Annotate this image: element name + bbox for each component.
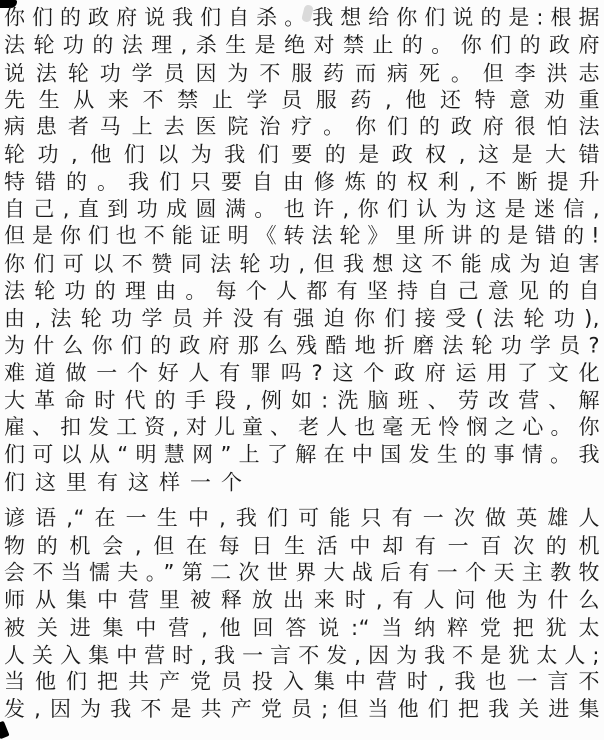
text-line: 物的机会,但在每日生活中却有一百次的机 [4,533,600,558]
text-line: 法轮功的理由。每个人都有坚持自己意见的自 [4,278,600,303]
text-line: 大革命时代的手段,例如:洗脑班、劳改营、解 [4,388,600,413]
text-line: 由,法轮功学员并没有强迫你们接受(法轮功), [4,306,600,331]
text-line: 人关入集中营时,我一言不发,因为我不是犹太人; [4,643,600,668]
text-line: 当他们把共产党员投入集中营时,我也一言不 [4,669,600,694]
text-line: 发,因为我不是共产党员;但当他们把我关进集 [4,697,600,722]
text-line: 但是你们也不能证明《转法轮》里所讲的是错的! [4,223,600,248]
text-line: 先生从来不禁止学员服药,他还特意劝重 [4,87,600,112]
text-line: 被关进集中营,他回答说:“当纳粹党把犹太 [4,615,600,640]
text-line: 难道做一个好人有罪吗?这个政府运用了文化 [4,360,600,385]
text-line: 说法轮功学员因为不服药而病死。但李洪志 [4,61,600,86]
text-line: 特错的。我们只要自由修炼的权利,不断提升 [4,169,600,194]
text-line: 轮功,他们以为我们要的是政权,这是大错 [4,142,600,167]
letter-body [4,5,600,724]
text-line: 法轮功的法理,杀生是绝对禁止的。你们的政府 [4,33,600,58]
text-line: 谚语,“在一生中,我们可能只有一次做英雄人 [4,506,600,531]
text-line: 你们可以不赞同法轮功,但我想这不能成为迫害 [4,251,600,276]
text-line: 你们的政府说我们自杀。我想给你们说的是:根据 [4,5,600,30]
text-line: 们可以从“明慧网”上了解在中国发生的事情。我 [4,442,600,467]
text-line: 会不当懦夫。”第二次世界大战后有一个天主教牧 [4,560,600,585]
text-line: 为什么你们的政府那么残酷地折磨法轮功学员? [4,333,600,358]
text-line: 雇、扣发工资,对儿童、老人也毫无怜悯之心。你 [4,415,600,440]
text-line: 病患者马上去医院治疗。你们的政府很怕法 [4,114,600,139]
text-line: 自己,直到功成圆满。也许,你们认为这是迷信, [4,197,600,222]
text-line: 师从集中营里被释放出来时,有人问他为什么 [4,588,600,613]
text-line: 们这里有这样一个 [4,470,252,495]
